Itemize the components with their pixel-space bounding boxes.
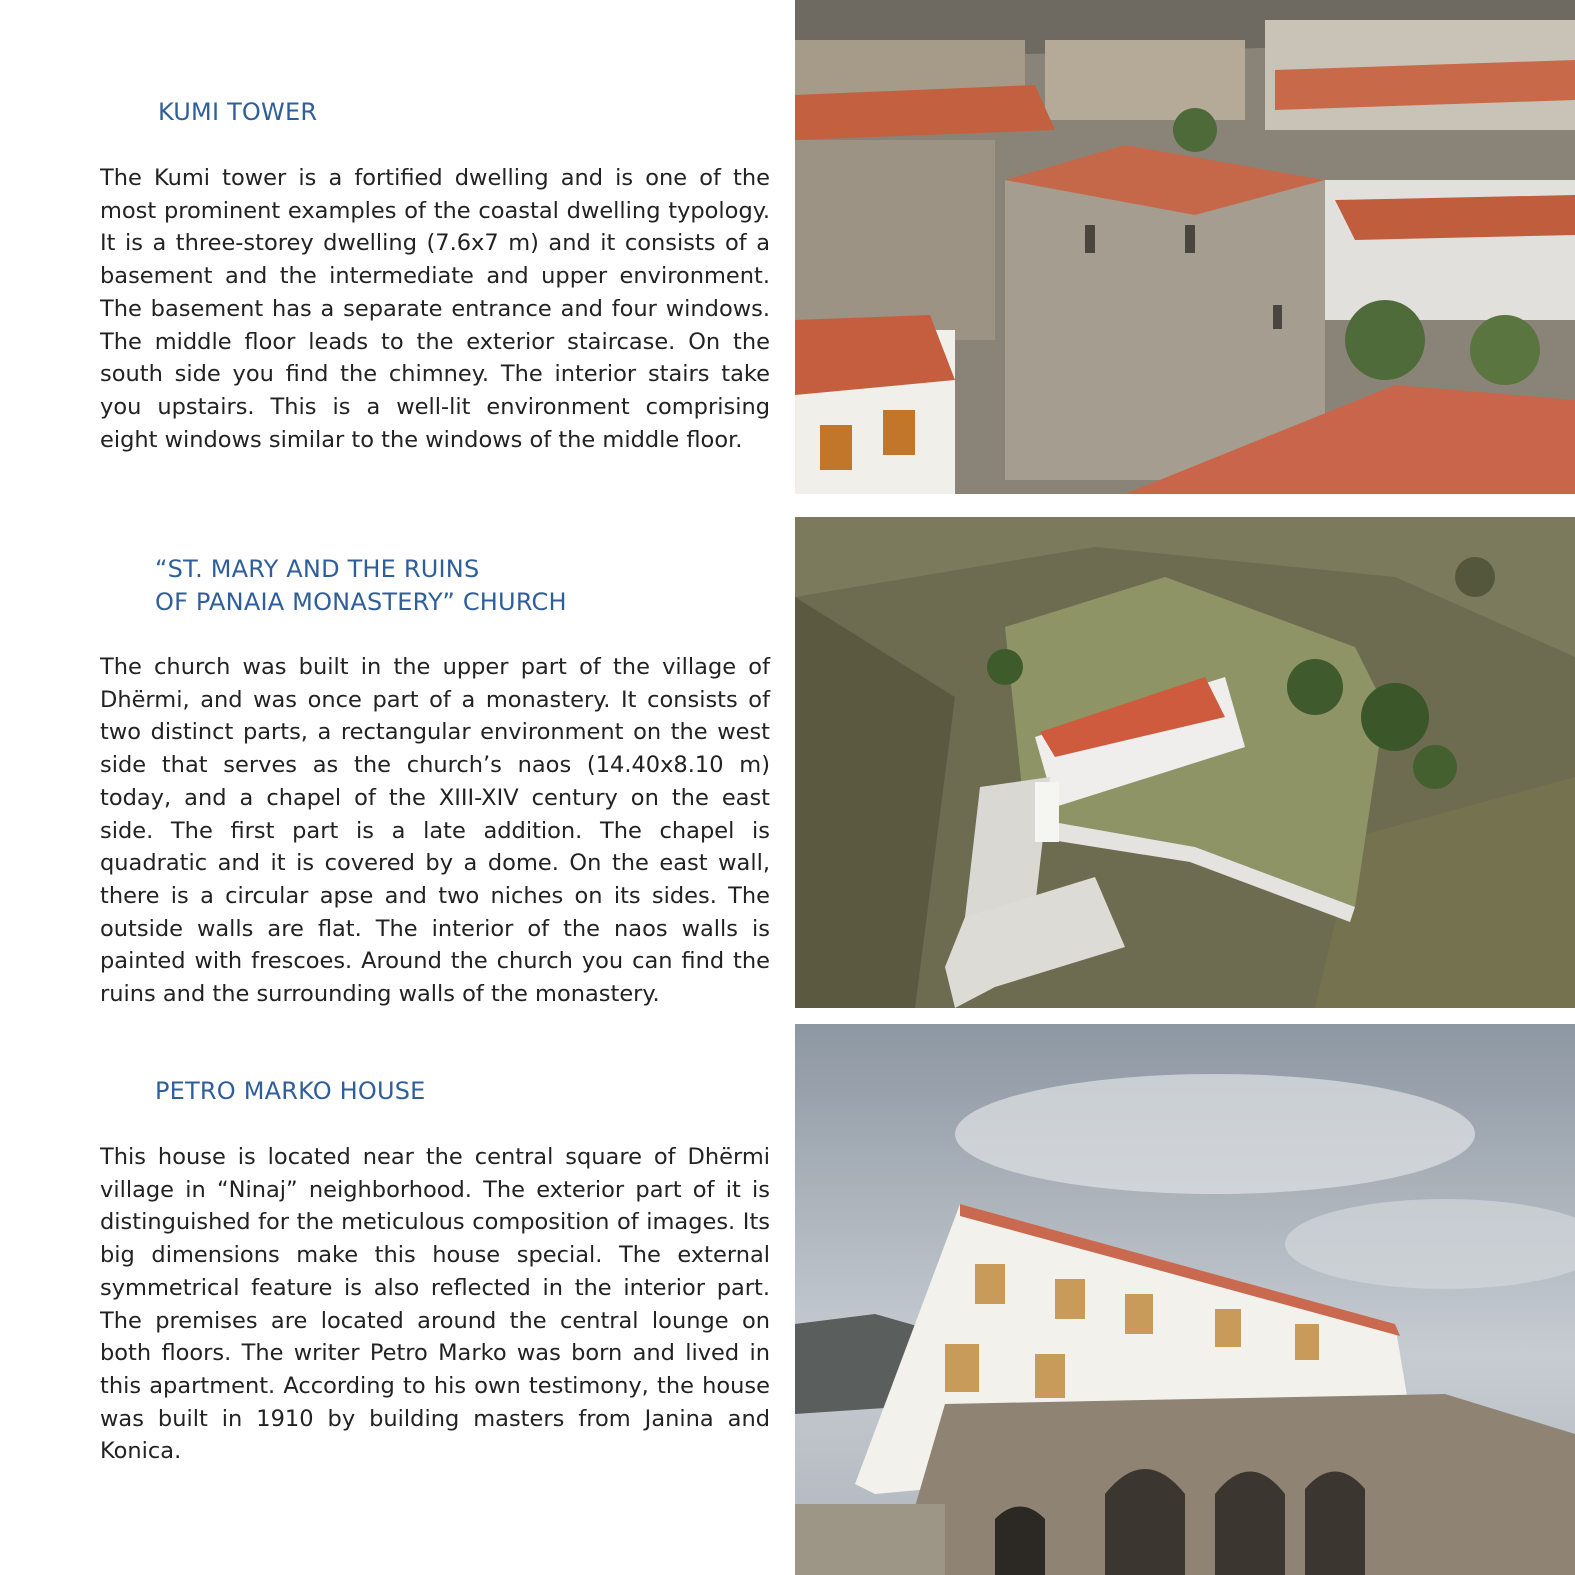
- title-line: “ST. MARY AND THE RUINS: [155, 555, 480, 583]
- section-body-kumi-tower: The Kumi tower is a fortified dwelling and is one of the most prominent examples of the coastal dwelling typology. It is a three-storey dwelling (7.6x7 m) and it consists of a basement and the intermediate and upper environment. The basement has a separate entrance and four windows. The middle floor leads to the exterior staircase. On the south side you find the chimney. The interior stairs take you upstairs. This is a well-lit environment comprising eight windows similar to the windows of the middle floor.: [100, 165, 770, 453]
- title-line: OF PANAIA MONASTERY” CHURCH: [155, 588, 567, 616]
- section-title-petro-marko-house: [155, 1075, 426, 1108]
- title-line: PETRO MARKO HOUSE: [155, 1077, 426, 1105]
- section-body-st-mary-church: The church was built in the upper part of the village of Dhërmi, and was once part of a monastery. It consists of two distinct parts, a rectangular environment on the west side that serves as the church’s naos (14.40x8.10 m) today, and a chapel of the XIII-XIV century on the east side. The first part is a late addition. The chapel is quadratic and it is covered by a dome. On the east wall, there is a circular apse and two niches on its sides. The outside walls are flat. The interior of the naos walls is painted with frescoes. Around the church you can find the ruins and the surrounding walls of the monastery.: [100, 654, 770, 1008]
- title-line: KUMI TOWER: [158, 98, 318, 126]
- section-title-kumi-tower: [158, 96, 317, 129]
- photo-kumi-tower: [795, 0, 1575, 494]
- photo-petro-marko-house: [795, 1024, 1575, 1575]
- photo-st-mary-church: [795, 517, 1575, 1008]
- section-title-st-mary-church: [155, 553, 567, 619]
- section-body-petro-marko-house: This house is located near the central square of Dhërmi village in “Ninaj” neighborhood. The exterior part of it is distinguished for the meticulous composition of images. Its big dimensions make this house special. The external symmetrical feature is also reflected in the interior part. The premises are located around the central lounge on both floors. The writer Petro Marko was born and lived in this apartment. According to his own testimony, the house was built in 1910 by building masters from Janina and Konica.: [100, 1144, 770, 1465]
